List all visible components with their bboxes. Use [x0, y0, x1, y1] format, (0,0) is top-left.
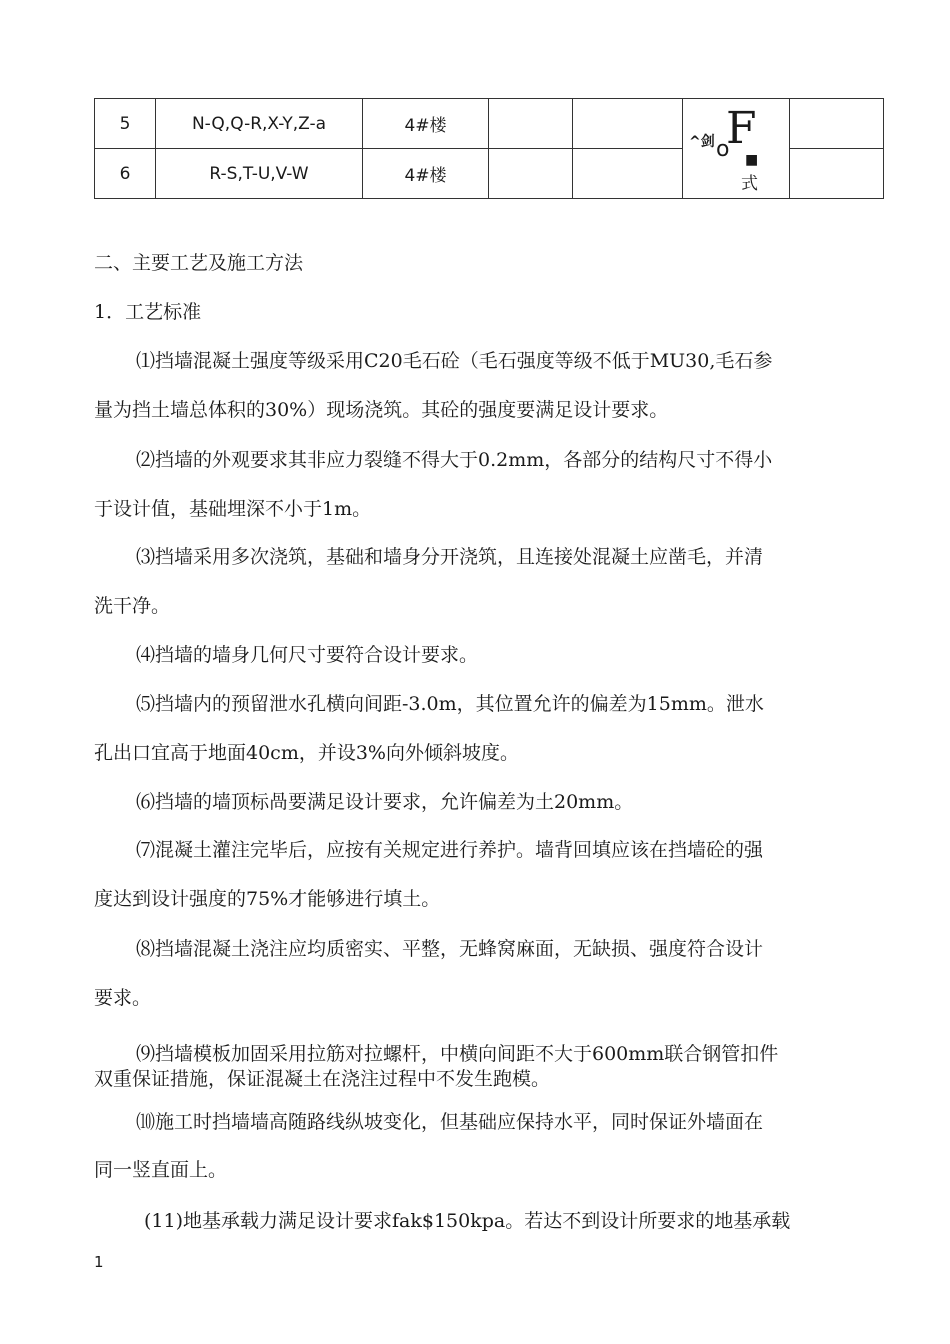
paragraph-line: 同一竖直面上。 [94, 1159, 228, 1181]
paragraph-line: 孔出口宜高于地面40cm，并设3%向外倾斜坡度。 [94, 742, 519, 764]
empty-cell [573, 99, 683, 149]
paragraph-line: 要求。 [94, 987, 152, 1009]
merged-text-2: F [726, 103, 757, 154]
paragraph-line: 洗干净。 [94, 595, 171, 617]
paragraph-line: ⑹挡墙的墙顶标咼要满足设计要求，允许偏差为土20mm。 [136, 791, 634, 813]
page-number: 1 [94, 1253, 104, 1271]
paragraph-line: ⑴挡墙混凝土强度等级采用C20毛石砼（毛石强度等级不低于MU30,毛石参 [136, 350, 773, 372]
paragraph-line: ⑷挡墙的墙身几何尺寸要符合设计要求。 [136, 644, 479, 666]
merged-text-1: ^剑 [689, 134, 715, 150]
paragraph-line: ⑵挡墙的外观要求其非应力裂缝不得大于0.2mm，各部分的结构尺寸不得小 [136, 449, 773, 471]
empty-cell [489, 149, 573, 199]
merged-cell [683, 99, 790, 199]
merged-text-3: o [716, 137, 730, 162]
section-heading: 二、主要工艺及施工方法 [94, 252, 304, 274]
empty-cell [573, 149, 683, 199]
empty-cell [790, 149, 884, 199]
paragraph-line: 度达到设计强度的75%才能够进行填土。 [94, 888, 441, 910]
paragraph-line: ⑸挡墙内的预留泄水孔横向间距-3.0m，其位置允许的偏差为15mm。泄水 [136, 693, 764, 715]
paragraph-line: 于设计值，基础埋深不小于1m。 [94, 498, 372, 520]
merged-text-5: 式 [741, 174, 758, 194]
paragraph-line: ⑽施工时挡墙墙高随路线纵坡变化，但基础应保持水平，同时保证外墙面在 [136, 1111, 764, 1133]
paragraph-line: ⑻挡墙混凝土浇注应均质密实、平整，无蜂窝麻面，无缺损、强度符合设计 [136, 938, 764, 960]
paragraph-line: (11)地基承载力满足设计要求fak$150kpa。若达不到设计所要求的地基承载 [144, 1210, 791, 1232]
empty-cell [790, 99, 884, 149]
row-number: 5 [95, 99, 156, 149]
paragraph-line: 量为挡土墙总体积的30%）现场浇筑。其砼的强度要满足设计要求。 [94, 399, 669, 421]
axis-range: R-S,T-U,V-W [156, 149, 363, 199]
sub-heading: 1．工艺标准 [94, 301, 202, 323]
axis-range: N-Q,Q-R,X-Y,Z-a [156, 99, 363, 149]
merged-text-4: ■ [745, 152, 759, 168]
building: 4#楼 [363, 99, 489, 149]
paragraph-line: 双重保证措施，保证混凝土在浇注过程中不发生跑模。 [94, 1068, 551, 1090]
paragraph-line: ⑼挡墙模板加固采用拉筋对拉螺杆，中横向间距不大于600mm联合钢管扣件 [136, 1043, 779, 1065]
table-row [95, 99, 884, 149]
paragraph-line: ⑶挡墙采用多次浇筑，基础和墙身分开浇筑，且连接处混凝土应凿毛，并清 [136, 546, 764, 568]
schedule-table [94, 98, 884, 199]
paragraph-line: ⑺混凝土灌注完毕后，应按有关规定进行养护。墙背回填应该在挡墙砼的强 [136, 839, 764, 861]
empty-cell [489, 99, 573, 149]
row-number: 6 [95, 149, 156, 199]
building: 4#楼 [363, 149, 489, 199]
